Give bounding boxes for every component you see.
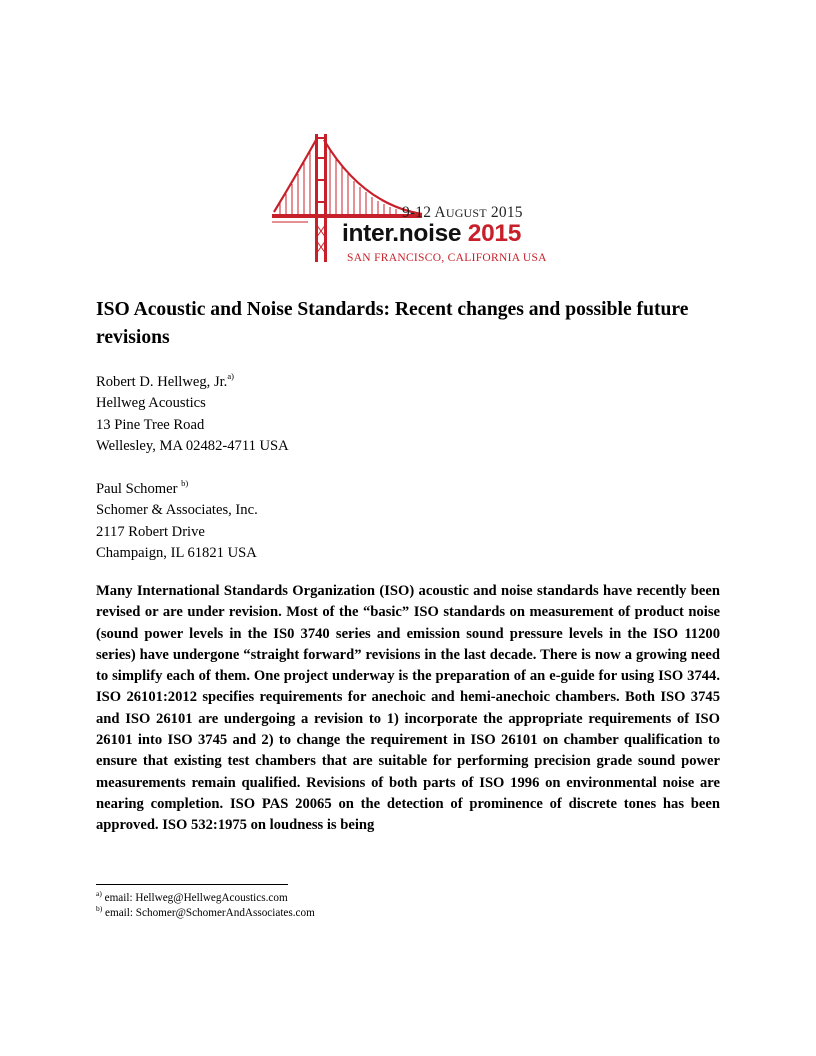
author-address-line: Champaign, IL 61821 USA [96,544,257,561]
author-address-line: 13 Pine Tree Road [96,416,205,433]
conference-dates: 9-12 AUGUST 2015 [402,204,523,221]
author-block-2 [96,479,258,564]
conference-logo [272,134,548,270]
footnotes [96,891,315,921]
author-address-line: 2117 Robert Drive [96,523,205,540]
author-organization: Hellweg Acoustics [96,395,206,412]
author-name: Robert D. Hellweg, Jr.$^{a)}$ [96,371,234,390]
author-address-line: Wellesley, MA 02482-4711 USA [96,437,289,454]
footnote-marker: b) [181,478,189,488]
abstract: Many International Standards Organization (ISO) acoustic and noise standards have recently been revised or are under revision. Most of the “basic” ISO standards on measurement of product noise (sound power levels in the IS0 3740 series and emission sound pressure levels in the ISO 11200 series) have undergone “straight forward” revisions in the last decade. There is now a growing need to simplify each of them. One project underway is the preparation of an e-guide for using ISO 3744. ISO 26101:2012 specifies requirements for anechoic and hemi-anechoic chambers. Both ISO 3745 and ISO 26101 are undergoing a revision to 1) incorporate the appropriate requirements of ISO 26101 into ISO 3745 and 2) to change the requirement in ISO 26101 on chamber qualification to ensure that existing test chambers that are suitable for performing precision grade sound power measurements remain qualified. Revisions of both parts of ISO 1996 on environmental noise are nearing completion. ISO PAS 20065 on the detection of prominence of discrete tones has been approved. ISO 532:1975 on loudness is being [96,583,720,834]
footnote-divider [96,884,288,885]
author-block-1 [96,372,289,457]
footnote-marker: a) [227,371,234,381]
footnote: $^{a)}$ email: Hellweg@HellwegAcoustics.com [96,889,288,904]
conference-name: inter.noise 2015 [342,220,522,247]
paper-title: ISO Acoustic and Noise Standards: Recent changes and possible future revisions [96,299,689,348]
author-organization: Schomer & Associates, Inc. [96,502,258,519]
author-name: Paul Schomer $^{b)}$ [96,478,189,497]
conference-location: SAN FRANCISCO, CALIFORNIA USA [347,252,547,264]
golden-gate-bridge-icon [272,134,548,270]
footnote: $^{b)}$ email: Schomer@SchomerAndAssociates.com [96,903,315,919]
